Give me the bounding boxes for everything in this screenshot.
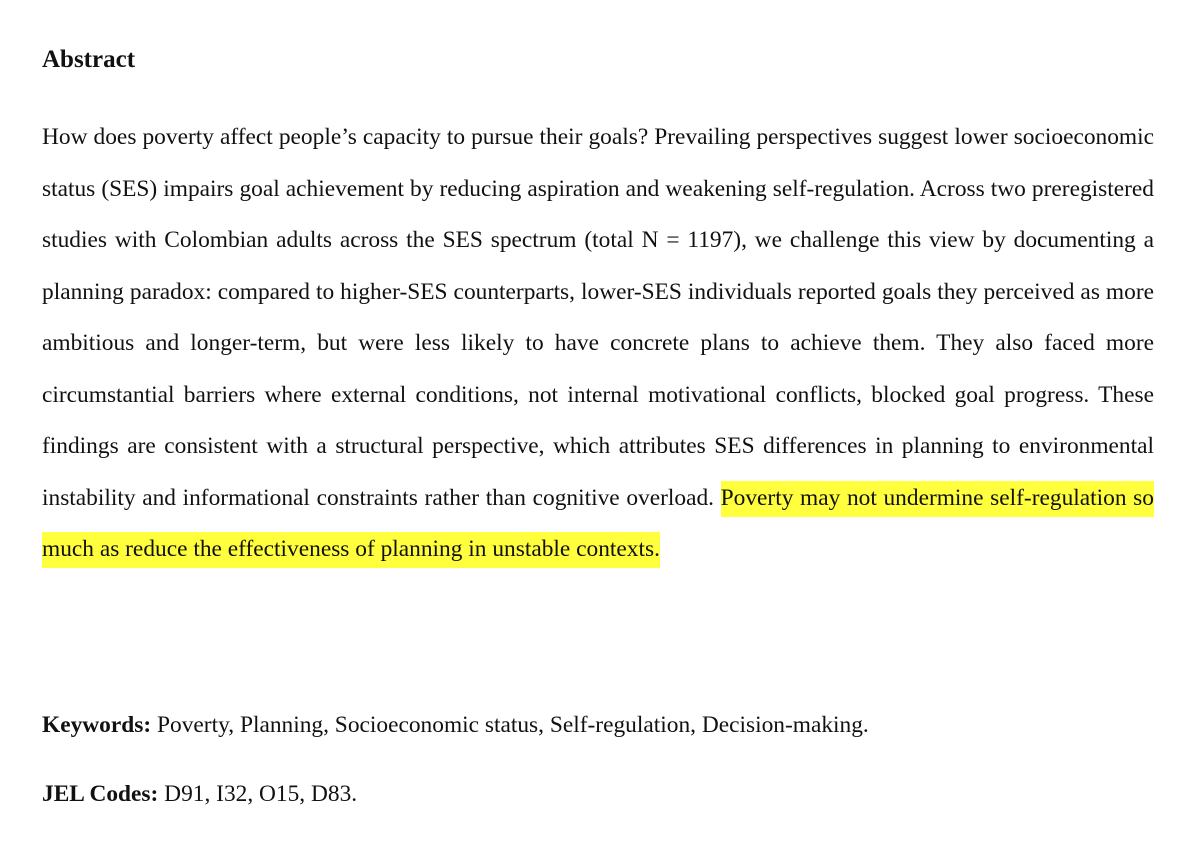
abstract-body xyxy=(42,112,1154,576)
highlighted-sentence: Poverty may not undermine self-regulation so much as reduce the effectiveness of planning in unstable contexts. xyxy=(42,481,1154,569)
abstract-heading: Abstract xyxy=(42,46,136,73)
keywords-value: Poverty, Planning, Socioeconomic status, Self-regulation, Decision-making. xyxy=(151,712,869,738)
jel-codes-line xyxy=(42,779,357,809)
abstract-text: How does poverty affect people’s capacity to pursue their goals? Prevailing perspectives suggest lower socioeconomic status (SES) impairs goal achievement by reducing aspiration and weakening self-regulation. Across two preregistered studies with Colombian adults across the SES spectrum (total N = 1197), we challenge this view by documenting a planning paradox: compared to higher-SES counterparts, lower-SES individuals reported goals they perceived as more ambitious and longer-term, but were less likely to have concrete plans to achieve them. They also faced more circumstantial barriers where external conditions, not internal motivational conflicts, blocked goal progress. These findings are consistent with a structural perspective, which attributes SES differences in planning to environmental instability and informational constraints rather than cognitive overload. xyxy=(42,124,1154,511)
jel-codes-label: JEL Codes: xyxy=(42,781,159,807)
jel-codes-value: D91, I32, O15, D83. xyxy=(158,781,358,807)
keywords-label: Keywords: xyxy=(42,712,152,738)
keywords-line xyxy=(42,710,869,740)
